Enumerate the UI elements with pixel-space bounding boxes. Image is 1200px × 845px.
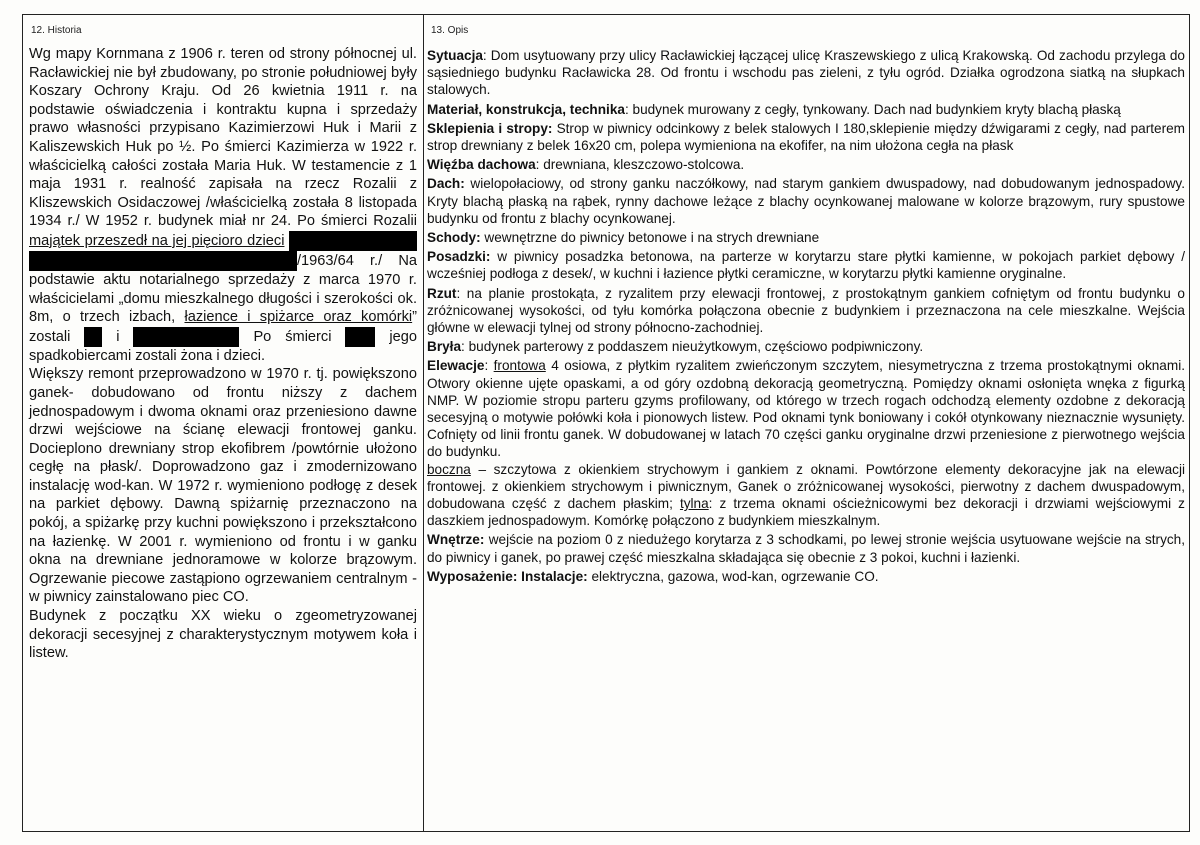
opis-material: Materiał, konstrukcja, technika: budynek murowany z cegły, tynkowany. Dach nad budynkiem kryty blachą płaską (427, 101, 1121, 117)
form-page (22, 14, 1190, 832)
opis-wyposazenie: Wyposażenie: Instalacje: elektryczna, gazowa, wod-kan, ogrzewanie CO. (427, 568, 879, 584)
redaction-block (345, 327, 375, 347)
opis-sytuacja: Sytuacja: Dom usytuowany przy ulicy Racławickiej łączącej ulicę Kraszewskiego z ulicą Krakowską. Od zachodu przylega do sąsiedniego budynku Racławicka 28. Od frontu i wschodu pas zieleni, z tyłu ogród. Działka ogrodzona siatką na słupkach stalowych. (427, 48, 1185, 98)
historia-paragraph-3: Budynek z początku XX wieku o zgeometryzowanej dekoracji secesyjnej z charakterystycznym motywem koła i listew. (29, 608, 417, 662)
opis-bryla: Bryła: budynek parterowy z poddaszem nieużytkowym, częściowo podpiwniczony. (427, 339, 924, 355)
historia-paragraph-2: Większy remont przeprowadzono w 1970 r. tj. powiększono ganek- dobudowano od frontu niższy z dachem jednospadowym i dwoma oknami oraz przeniesiono dawne drzwi wejściowe na ścianę elewacji frontowej ganku. Docieplono drewniany strop ekofibrem /powtórnie ułożono cegłę na płask/. Doprowadzono gaz i zmodernizowano instalację wod-kan. W 1972 r. wymieniono podłogę z desek na parkiet dębowy. Dawną spiżarnię przeznaczono na pokój, a spiżarkę przy kuchni powiększono i przekształcono na łazienkę. W 2001 r. wymieniono od frontu i w ganku okna na drewniane jednoramowe w kolorze brązowym. Ogrzewanie piecowe zastąpiono ogrzewaniem centralnym - w piwnicy zainstalowano piec CO. (29, 366, 417, 606)
redaction-block (133, 327, 239, 347)
opis-rzut: Rzut: na planie prostokąta, z ryzalitem przy elewacji frontowej, z prostokątnym gankiem cofniętym od frontu budynku o zróżnicowanej wysokości, od tyłu komórka połączona obecnie z budynkiem i przeznaczona na cele mieszkalne. Wejścia główne w elewacji tylnej od strony północno-zachodniej. (427, 285, 1185, 336)
column-divider (423, 15, 424, 831)
opis-dach: Dach: wielopołaciowy, od strony ganku naczółkowy, nad starym gankiem dwuspadowy, nad dobudowanym jednospadowy. Kryty blachą płaską na rąbek, rynny dachowe leżące z blachy ocynkowanej malowane w kolorze brązowym, rury spustowe budynku od frontu z blachy ocynkowanej. (427, 176, 1185, 226)
opis-posadzki: Posadzki: w piwnicy posadzka betonowa, na parterze w korytarzu stare płytki kamienne, w pokojach parkiet dębowy / wcześniej podłoga z desek/, w kuchni i łazience płytki ceramiczne, w korytarzu płytki kamienne oryginalne. (427, 249, 1185, 282)
opis-elewacje: Elewacje: frontowa 4 osiowa, z płytkim ryzalitem zwieńczonym szczytem, niesymetryczna z trzema prostokątnymi oknami. Otwory okienne ujęte opaskami, a od góry ozdobną dekoracją geometryczną. Pomiędzy oknami osłonięta wnęka z figurką NMP. W poziomie stropu parteru gzyms profilowany, od którego w trzech rogach odchodzą elementy ozdobne z dekoracją secesyjną o motywie połówki koła i pionowych listew. Pod oknami tynk boniowany i cokół otynkowany nieznacznie wysunięty. Cofnięty od linii frontu ganek. W dobudowanej w latach 70 części ganku oryginalne drzwi przeniesione z pierwotnego wejścia do budynku. boczna – szczytowa z okienkiem strychowym i gankiem z oknami. Powtórzone elementy dekoracyjne jak na elewacji frontowej. z okienkiem strychowym i piwnicznym, Ganek o zróżnicowanej wysokości, pierwotny z dachem dwuspadowym, dobudowana część z dachem płaskim; tylna: z trzema oknami ościeżnicowymi bez dekoracji i drzwiami wejściowymi z daszkiem jednospadowym. Komórkę połączono z budynkiem mieszkalnym. (427, 358, 1185, 529)
section-header-opis: 13. Opis (431, 25, 469, 36)
opis-wiezba: Więźba dachowa: drewniana, kleszczowo-stolcowa. (427, 157, 745, 173)
redaction-block (29, 251, 297, 271)
opis-column (427, 47, 1185, 587)
historia-column (29, 45, 417, 663)
redaction-block (84, 327, 102, 347)
opis-sklepienia: Sklepienia i stropy: Strop w piwnicy odcinkowy z belek stalowych I 180,sklepienie między dźwigarami z cegły, nad parterem strop drewniany z belek 16x20 cm, polepa wymieniona na ekofifer, na nim ułożona cegła na płask (427, 120, 1185, 154)
opis-wnetrze: Wnętrze: wejście na poziom 0 z niedużego korytarza z 3 schodkami, po lewej stronie wejścia usytuowane wejście na strych, do piwnicy i ganek, po prawej część mieszkalna składająca się obecnie z 3 pokoi, kuchni i łazienki. (427, 532, 1185, 565)
historia-paragraph-1: Wg mapy Kornmana z 1906 r. teren od strony północnej ul. Racławickiej nie był zbudowany, po stronie południowej były Koszary Ochrony Kraju. Od 26 kwietnia 1911 r. na podstawie oświadczenia i kontraktu kupna i sprzedaży prawo własności przypisano Kazimierzowi Huk i Marii z Kaliszewskich Huk po ½. Po śmierci Kazimierza w 1922 r. właścicielką całości została Maria Huk. W testamencie z 1 maja 1931 r. realność zapisała na rzecz Rozalii z Kliszewskich Osidaczowej /właścicielką została 8 listopada 1934 r./ W 1952 r. budynek miał nr 24. Po śmierci Rozalii majątek przeszedł na jej pięcioro dzieci /1963/64 r./ Na podstawie aktu notarialnego sprzedaży z marca 1970 r. właścicielami „domu mieszkalnego długości i szerokości ok. 8m, o trzech izbach, łazience i spiżarce oraz komórki” zostali i Po śmierci jego spadkobiercami zostali żona i dzieci. (29, 46, 417, 364)
opis-schody: Schody: wewnętrzne do piwnicy betonowe i na strych drewniane (427, 230, 820, 246)
section-header-historia: 12. Historia (31, 25, 82, 36)
redaction-block (289, 231, 417, 251)
